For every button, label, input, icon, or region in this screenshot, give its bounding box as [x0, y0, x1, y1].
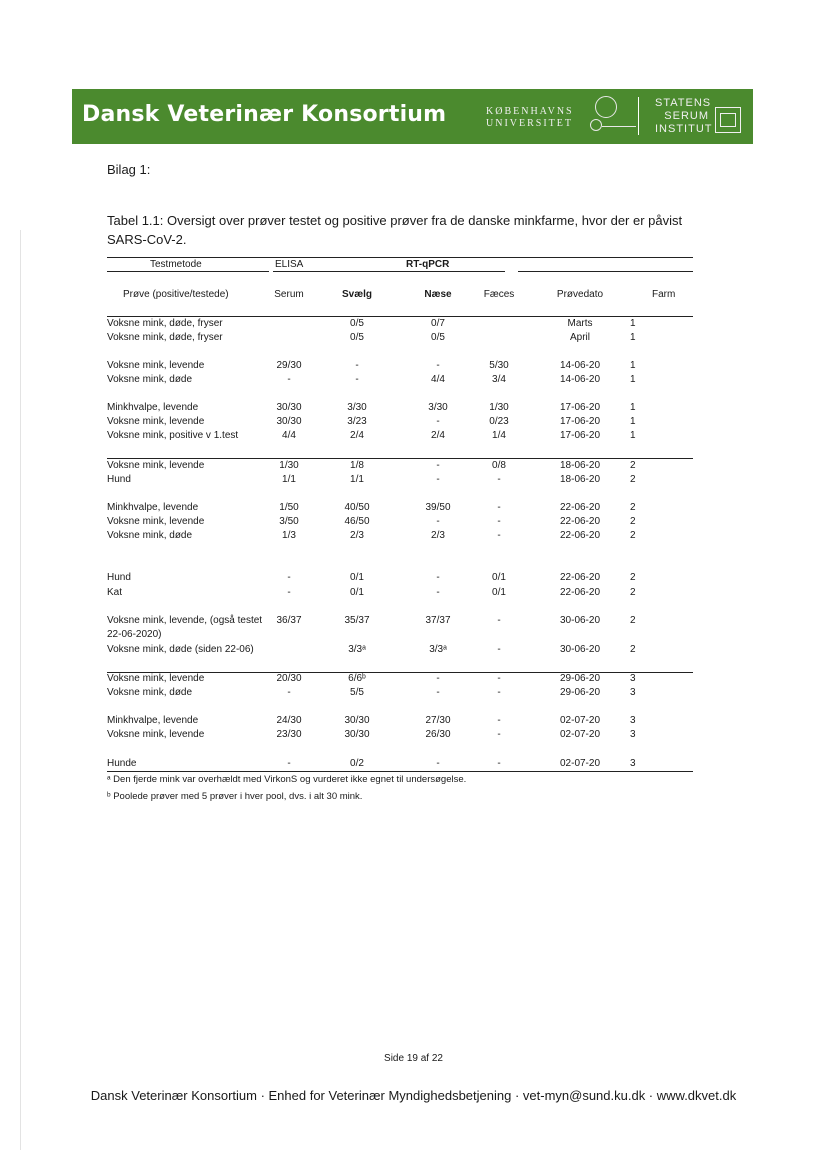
cell-serum: 3/50 [279, 516, 299, 527]
cell-name: Voksne mink, døde [107, 530, 193, 541]
ku-logo-line [602, 126, 636, 127]
cell-farm: 1 [630, 318, 636, 329]
cell-farm: 2 [630, 460, 636, 471]
cell-svaelg: 0/1 [350, 572, 364, 583]
ssi-line3: INSTITUT [655, 123, 713, 135]
cell-farm: 2 [630, 644, 636, 655]
cell-date: 17-06-20 [559, 430, 601, 441]
cell-naese: - [436, 758, 440, 769]
cell-svaelg: 3/30 [347, 402, 367, 413]
cell-name: Voksne mink, døde, fryser [107, 318, 223, 329]
cell-farm: 2 [630, 587, 636, 598]
cell-name: Voksne mink, døde [107, 374, 193, 385]
cell-serum: - [287, 687, 291, 698]
ssi-line1: STATENS [655, 97, 712, 109]
header-rtqpcr: RT-qPCR [406, 259, 450, 270]
cell-faeces: 0/1 [492, 587, 506, 598]
cell-date: 29-06-20 [559, 687, 601, 698]
cell-faeces: 0/1 [492, 572, 506, 583]
table-bottom-rule [107, 771, 693, 772]
cell-date: 29-06-20 [559, 673, 601, 684]
cell-faeces: 1/30 [489, 402, 509, 413]
cell-svaelg: 0/5 [350, 332, 364, 343]
cell-farm: 3 [630, 715, 636, 726]
header-farm: Farm [652, 289, 676, 300]
cell-date: 22-06-20 [559, 587, 601, 598]
cell-faeces: - [497, 530, 501, 541]
cell-name: Hunde [107, 758, 137, 769]
cell-name: Voksne mink, levende, (også testet 22-06-2020) [107, 615, 263, 640]
cell-date: April [569, 332, 590, 343]
ku-line1: KØBENHAVNS [486, 106, 574, 117]
cell-serum: - [287, 587, 291, 598]
ssi-line2: SERUM [664, 110, 709, 122]
header-banner [72, 89, 753, 144]
cell-farm: 2 [630, 502, 636, 513]
header-rule-right [518, 271, 693, 272]
cell-date: 22-06-20 [559, 502, 601, 513]
cell-naese: - [436, 474, 440, 485]
cell-date: 22-06-20 [559, 572, 601, 583]
cell-faeces: 0/8 [492, 460, 506, 471]
cell-svaelg: 0/2 [350, 758, 364, 769]
cell-faeces: - [497, 516, 501, 527]
header-rule-method [107, 271, 269, 272]
cell-naese: - [436, 516, 440, 527]
cell-farm: 3 [630, 687, 636, 698]
cell-svaelg: - [355, 360, 359, 371]
cell-naese: - [436, 587, 440, 598]
cell-name: Minkhvalpe, levende [107, 502, 199, 513]
cell-farm: 3 [630, 729, 636, 740]
footnote-b: ᵇ Poolede prøver med 5 prøver i hver pool, dvs. i alt 30 mink. [107, 791, 363, 802]
cell-naese: 3/30 [428, 402, 448, 413]
cell-date: 18-06-20 [559, 474, 601, 485]
cell-serum: - [287, 572, 291, 583]
cell-name: Voksne mink, døde [107, 687, 193, 698]
cell-date: 14-06-20 [559, 360, 601, 371]
cell-date: 30-06-20 [559, 644, 601, 655]
cell-name: Voksne mink, positive v 1.test [107, 430, 239, 441]
header-svaelg: Svælg [341, 289, 372, 300]
cell-farm: 2 [630, 516, 636, 527]
cell-serum: 1/50 [279, 502, 299, 513]
cell-name: Hund [107, 474, 131, 485]
cell-farm: 1 [630, 430, 636, 441]
cell-faeces: - [497, 474, 501, 485]
header-elisa: ELISA [275, 259, 304, 270]
page-number: Side 19 af 22 [384, 1053, 443, 1064]
header-serum: Serum [274, 289, 304, 300]
cell-naese: 26/30 [425, 729, 451, 740]
cell-naese: - [436, 360, 440, 371]
ku-seal-icon [595, 96, 617, 118]
cell-naese: 0/5 [431, 332, 445, 343]
header-method: Testmetode [150, 259, 202, 270]
ku-line2: UNIVERSITET [486, 118, 573, 129]
scan-edge [20, 230, 21, 1150]
cell-farm: 1 [630, 374, 636, 385]
cell-name: Voksne mink, levende [107, 516, 205, 527]
cell-naese: 39/50 [425, 502, 451, 513]
cell-date: 17-06-20 [559, 416, 601, 427]
cell-faeces: 0/23 [489, 416, 509, 427]
cell-serum: - [287, 374, 291, 385]
cell-svaelg: 2/3 [350, 530, 364, 541]
cell-serum: 29/30 [276, 360, 302, 371]
cell-serum: 1/3 [282, 530, 296, 541]
table-caption: Tabel 1.1: Oversigt over prøver testet og positive prøver fra de danske minkfarme, hvor der er påvist SARS-CoV-2. [107, 213, 683, 247]
cell-faeces: - [497, 687, 501, 698]
cell-date: 02-07-20 [559, 715, 601, 726]
cell-naese: - [436, 687, 440, 698]
cell-date: 22-06-20 [559, 530, 601, 541]
cell-naese: 2/4 [431, 430, 445, 441]
cell-farm: 3 [630, 673, 636, 684]
cell-name: Voksne mink, levende [107, 673, 205, 684]
cell-date: 02-07-20 [559, 758, 601, 769]
cell-faeces: - [497, 615, 501, 626]
cell-name: Voksne mink, levende [107, 729, 205, 740]
cell-svaelg: 3/3ᵃ [348, 644, 366, 655]
consortium-title: Dansk Veterinær Konsortium [82, 102, 447, 127]
cell-date: 30-06-20 [559, 615, 601, 626]
cell-date: 14-06-20 [559, 374, 601, 385]
ku-circle-icon [590, 119, 602, 131]
cell-date: 17-06-20 [559, 402, 601, 413]
cell-name: Minkhvalpe, levende [107, 715, 199, 726]
cell-svaelg: 40/50 [344, 502, 370, 513]
cell-serum: 1/1 [282, 474, 296, 485]
cell-faeces: - [497, 673, 501, 684]
cell-faeces: 3/4 [492, 374, 506, 385]
cell-naese: 37/37 [425, 615, 451, 626]
cell-svaelg: 30/30 [344, 715, 370, 726]
header-naese: Næse [424, 289, 452, 300]
cell-svaelg: 35/37 [344, 615, 370, 626]
cell-serum: 36/37 [276, 615, 302, 626]
cell-name: Hund [107, 572, 131, 583]
cell-name: Voksne mink, levende [107, 460, 205, 471]
cell-farm: 2 [630, 474, 636, 485]
appendix-label: Bilag 1: [107, 162, 151, 177]
cell-svaelg: 3/23 [347, 416, 367, 427]
cell-faeces: - [497, 729, 501, 740]
cell-name: Kat [107, 587, 123, 598]
footnote-a: ᵃ Den fjerde mink var overhældt med VirkonS og vurderet ikke egnet til undersøgelse. [107, 774, 467, 785]
cell-date: 18-06-20 [559, 460, 601, 471]
cell-svaelg: 30/30 [344, 729, 370, 740]
cell-name: Minkhvalpe, levende [107, 402, 199, 413]
cell-faeces: - [497, 715, 501, 726]
ssi-logo-text [655, 97, 713, 136]
cell-farm: 1 [630, 416, 636, 427]
cell-svaelg: 6/6ᵇ [348, 673, 366, 684]
cell-svaelg: 1/1 [350, 474, 364, 485]
cell-naese: 2/3 [431, 530, 445, 541]
cell-farm: 3 [630, 758, 636, 769]
cell-faeces: - [497, 644, 501, 655]
cell-farm: 2 [630, 572, 636, 583]
cell-farm: 2 [630, 615, 636, 626]
cell-farm: 1 [630, 360, 636, 371]
logo-divider [638, 97, 639, 135]
cell-serum: 30/30 [276, 402, 302, 413]
cell-date: 22-06-20 [559, 516, 601, 527]
ku-logo-text [486, 106, 574, 130]
cell-naese: - [436, 460, 440, 471]
cell-farm: 1 [630, 332, 636, 343]
page-footer: Dansk Veterinær Konsortium · Enhed for Veterinær Myndighedsbetjening · vet-myn@sund.ku.dk · www.dkvet.dk [90, 1088, 737, 1103]
header-faeces: Fæces [483, 289, 515, 300]
cell-svaelg: 1/8 [350, 460, 364, 471]
cell-naese: 4/4 [431, 374, 445, 385]
cell-naese: - [436, 673, 440, 684]
cell-svaelg: 5/5 [350, 687, 364, 698]
cell-faeces: 5/30 [489, 360, 509, 371]
header-rule-methods [273, 271, 505, 272]
cell-svaelg: 0/5 [350, 318, 364, 329]
cell-naese: - [436, 572, 440, 583]
cell-naese: 27/30 [425, 715, 451, 726]
header-sample: Prøve (positive/testede) [123, 289, 229, 300]
cell-faeces: 1/4 [492, 430, 506, 441]
cell-farm: 2 [630, 530, 636, 541]
cell-serum: 1/30 [279, 460, 299, 471]
cell-faeces: - [497, 758, 501, 769]
cell-name: Voksne mink, levende [107, 416, 205, 427]
cell-serum: 24/30 [276, 715, 302, 726]
cell-naese: - [436, 416, 440, 427]
cell-svaelg: 0/1 [350, 587, 364, 598]
cell-date: 02-07-20 [559, 729, 601, 740]
cell-naese: 3/3ᵃ [429, 644, 447, 655]
cell-svaelg: 46/50 [344, 516, 370, 527]
cell-naese: 0/7 [431, 318, 445, 329]
cell-serum: 4/4 [282, 430, 296, 441]
cell-date: Marts [567, 318, 593, 329]
cell-svaelg: 2/4 [350, 430, 364, 441]
cell-serum: 23/30 [276, 729, 302, 740]
cell-name: Voksne mink, døde, fryser [107, 332, 223, 343]
cell-farm: 1 [630, 402, 636, 413]
cell-name: Voksne mink, døde (siden 22-06) [107, 644, 254, 655]
cell-svaelg: - [355, 374, 359, 385]
cell-serum: 30/30 [276, 416, 302, 427]
cell-faeces: - [497, 502, 501, 513]
cell-name: Voksne mink, levende [107, 360, 205, 371]
cell-serum: - [287, 758, 291, 769]
cell-serum: 20/30 [276, 673, 302, 684]
ssi-building-icon [715, 107, 741, 133]
header-date: Prøvedato [556, 289, 604, 300]
